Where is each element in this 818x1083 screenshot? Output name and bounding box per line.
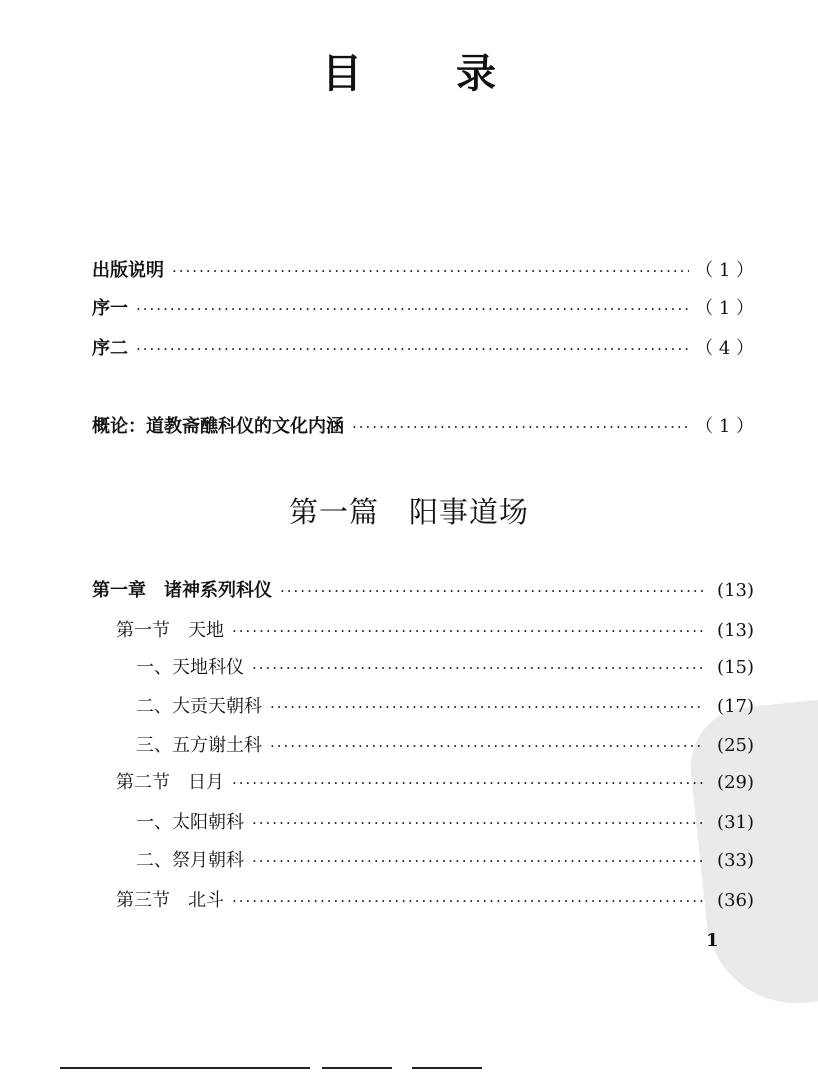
dot-leader [252,848,704,874]
toc-label: 第一章 诸神系列科仪 [92,580,272,601]
toc-entry-intro[interactable] [92,414,754,440]
toc-entry-front-1[interactable] [92,258,754,284]
dot-leader [252,655,704,681]
toc-entry-subsection[interactable] [136,810,754,836]
toc-page: (36) [717,890,754,911]
toc-page: (25) [717,735,754,756]
dot-leader [232,618,704,644]
toc-label: 二、大贡天朝科 [136,696,262,717]
dot-leader [280,578,704,604]
toc-label: 三、五方谢土科 [136,735,262,756]
toc-entry-chapter-1[interactable] [92,578,754,604]
toc-page: （ 1 ） [695,260,754,281]
toc-label: 二、祭月朝科 [136,850,244,871]
toc-entry-section[interactable] [116,888,754,914]
toc-label: 序一 [92,298,128,319]
dot-leader [136,336,689,362]
part-title: 第一篇 阳事道场 [288,495,529,529]
toc-entry-subsection[interactable] [136,694,754,720]
toc-page: (13) [717,580,754,601]
toc-entry-subsection[interactable] [136,655,754,681]
page-title: 目 录 [322,51,536,97]
toc-entry-section[interactable] [116,618,754,644]
dot-leader [352,414,689,440]
toc-label: 一、太阳朝科 [136,812,244,833]
page-number: 1 [706,930,719,951]
toc-label: 序二 [92,338,128,359]
toc-entry-subsection[interactable] [136,848,754,874]
toc-page: (29) [717,772,754,793]
toc-page: (33) [717,850,754,871]
toc-label: 一、天地科仪 [136,657,244,678]
toc-page: （ 4 ） [695,338,754,359]
toc-page: (31) [717,812,754,833]
scan-artifact-line [322,1067,392,1069]
dot-leader [232,770,704,796]
dot-leader [270,733,704,759]
toc-label: 第三节 北斗 [116,890,224,911]
toc-entry-front-2[interactable] [92,296,754,322]
toc-page: (15) [717,657,754,678]
dot-leader [270,694,704,720]
toc-page: （ 1 ） [695,416,754,437]
toc-entry-front-3[interactable] [92,336,754,362]
toc-page: (17) [717,696,754,717]
toc-page: （ 1 ） [695,298,754,319]
scan-artifact-line [412,1067,482,1069]
toc-label: 第二节 日月 [116,772,224,793]
toc-entry-section[interactable] [116,770,754,796]
toc-page: (13) [717,620,754,641]
toc-label: 概论：道教斋醮科仪的文化内涵 [92,416,344,437]
toc-label: 第一节 天地 [116,620,224,641]
toc-entry-subsection[interactable] [136,733,754,759]
dot-leader [172,258,689,284]
dot-leader [232,888,704,914]
scan-artifact-line [60,1067,310,1069]
dot-leader [136,296,689,322]
dot-leader [252,810,704,836]
toc-label: 出版说明 [92,260,164,281]
